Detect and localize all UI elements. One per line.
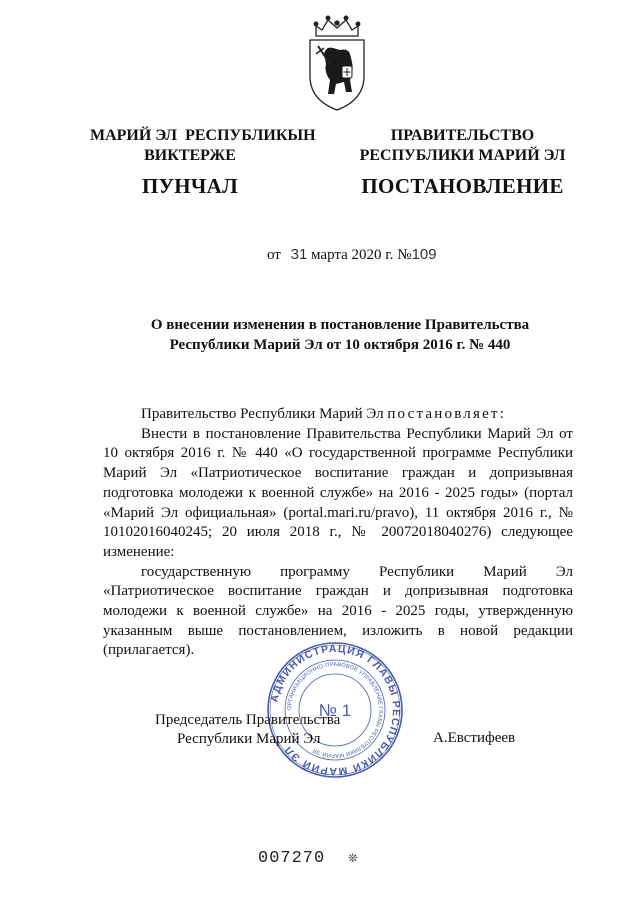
date-line — [267, 246, 437, 264]
coat-of-arms-emblem — [300, 14, 374, 114]
header-left-doc-type: ПУНЧАЛ — [141, 174, 239, 198]
header-left-line1: МАРИЙ ЭЛ РЕСПУБЛИКЫН — [90, 127, 316, 144]
title-line2: Республики Марий Эл от 10 октября 2016 г. № 440 — [169, 337, 511, 353]
header-right-line1: ПРАВИТЕЛЬСТВО — [390, 127, 535, 144]
signature-position — [155, 711, 340, 749]
title-line1: О внесении изменения в постановление Правительства — [150, 317, 530, 333]
serial-number: 007270 — [258, 849, 326, 868]
ornament-icon: ❊ — [348, 850, 359, 867]
intro-prefix: Правительство Республики Марий Эл — [141, 406, 388, 422]
date-month-year: марта 2020 г. № — [311, 247, 412, 263]
body-paragraph-1: Внести в постановление Правительства Республики Марий Эл от 10 октября 2016 г. № 440 «О государственной программе Республики Марий Эл «Патриотическое воспитание граждан и допризывная подготовка молодежи к военной службе» на 2016 - 2025 годы» (портал «Марий Эл официальная» (portal.mari.ru/pravo), 11 октября 2016 г., № 10102016040245; 20 июля 2018 г., № 20072018040276) следующее изменение: — [103, 425, 573, 560]
seal-inner-text: ОРГАНИЗАЦИОННО-ПРАВОВОЕ УПРАВЛЕНИЕ ГЛАВЫ РЕСПУБЛИКИ МАРИЙ ЭЛ — [286, 661, 384, 759]
document-number: 109 — [411, 246, 437, 263]
header-left-line2: ВИКТЕРЖЕ — [144, 147, 236, 164]
header-right-doc-type: ПОСТАНОВЛЕНИЕ — [361, 174, 564, 198]
document-body — [103, 405, 573, 661]
body-paragraph-2: государственную программу Республики Марий Эл «Патриотическое воспитание граждан и допризывная подготовка молодежи к военной службе» на 2016 - 2025 годы, утвержденную указанным выше постановлением, изложить в новой редакции (прилагается). — [103, 563, 573, 659]
date-day: 31 — [290, 246, 308, 263]
header-right-line2: РЕСПУБЛИКИ МАРИЙ ЭЛ — [359, 147, 566, 164]
form-serial-number — [258, 848, 358, 868]
header-left — [90, 126, 316, 198]
header-right — [345, 126, 580, 196]
intro-paragraph — [103, 405, 573, 425]
seal-outer-text: АДМИНИСТРАЦИЯ ГЛАВЫ РЕСПУБЛИКИ МАРИЙ ЭЛ — [268, 642, 403, 778]
signatory-name: А.Евстифеев — [433, 730, 516, 746]
official-seal-stamp — [265, 640, 405, 780]
document-title — [100, 315, 580, 355]
date-prefix: от — [267, 247, 281, 263]
signature-position-line1: Председатель Правительства — [155, 712, 341, 728]
intro-decree-word: постановляет: — [387, 406, 507, 422]
seal-center-text: № 1 — [318, 701, 352, 720]
signature-position-line2: Республики Марий Эл — [177, 731, 321, 747]
